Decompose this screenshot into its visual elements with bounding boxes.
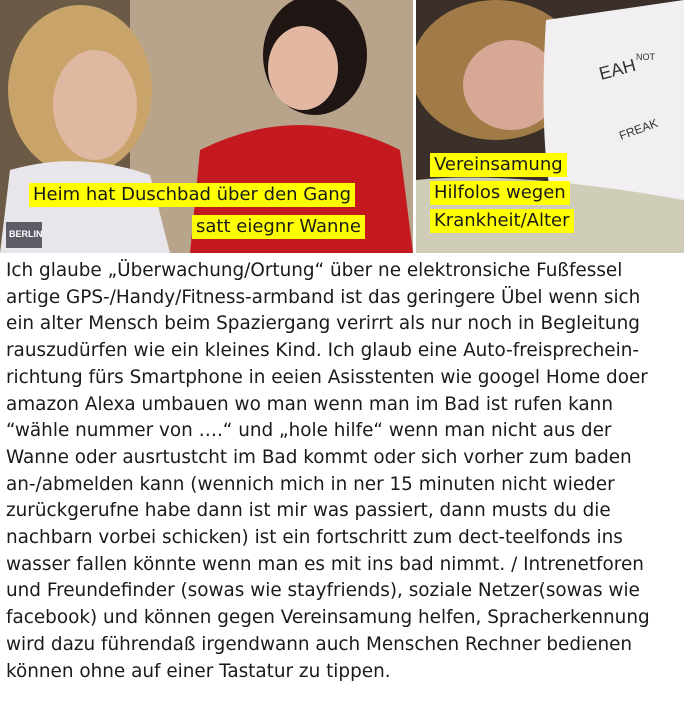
body-line: amazon Alexa umbauen wo man wenn man im Bad ist rufen kann	[6, 393, 613, 415]
svg-text:EAH: EAH	[596, 54, 638, 84]
body-line: rauszudürfen wie ein kleines Kind. Ich glaub eine Auto-freisprechein-	[6, 340, 640, 362]
body-line: zurückgerufne habe dann ist mir was passiert, dann musts du die	[6, 500, 611, 522]
body-line: Ich glaube „Überwachung/Ortung“ über ne elektronsiche Fußfessel	[6, 260, 623, 281]
svg-text:FREAK: FREAK	[617, 115, 660, 143]
caption-left-line-1: Heim hat Duschbad über den Gang	[29, 183, 355, 207]
caption-left-line-2: satt eiegnr Wanne	[192, 215, 365, 239]
caption-right-line-3: Krankheit/Alter	[430, 209, 574, 233]
body-line: und Freundefinder (sowas wie stayfriends), soziale Netzer(sowas wie	[6, 580, 640, 602]
body-line: “wähle nummer von ….“ und „hole hilfe“ wenn man nicht aus der	[6, 420, 612, 442]
body-line: artige GPS-/Handy/Fitness-armband ist das geringere Übel wenn sich	[6, 286, 641, 308]
body-text	[6, 258, 680, 685]
body-line: können ohne auf einer Tastatur zu tippen.	[6, 660, 391, 682]
svg-text:NOT: NOT	[636, 52, 655, 62]
logo-text: BERLIN	[9, 229, 43, 239]
body-line: wird dazu führendaß irgendwann auch Menschen Rechner bedienen	[6, 633, 633, 655]
caption-right-line-1: Vereinsamung	[430, 153, 567, 177]
caption-right-line-2: Hilfolos wegen	[430, 181, 570, 205]
body-line: ein alter Mensch beim Spaziergang verirrt als nur noch in Begleitung	[6, 313, 640, 335]
body-line: facebook) und können gegen Vereinsamung helfen, Spracherkennung	[6, 607, 650, 629]
body-line: richtung fürs Smartphone in eeien Asisstenten wie googel Home doer	[6, 366, 648, 388]
body-line: Wanne oder ausrtustcht im Bad kommt oder sich vorher zum baden	[6, 446, 632, 468]
body-line: wasser fallen könnte wenn man es mit ins bad nimmt. / Intrenetforen	[6, 553, 644, 575]
body-line: nachbarn vorbei schicken) ist ein fortschritt zum dect-teelfonds ins	[6, 527, 623, 549]
body-line: an-/abmelden kann (wennich mich in ner 15 minuten nicht wieder	[6, 473, 615, 495]
